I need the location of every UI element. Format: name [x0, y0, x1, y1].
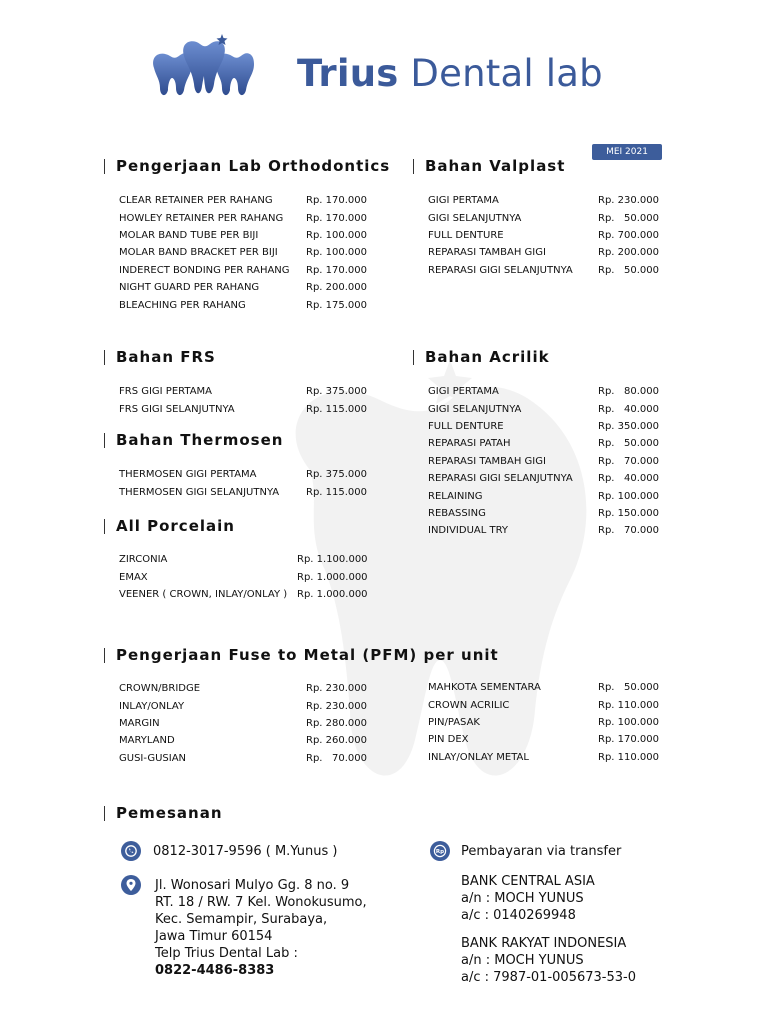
- section-title-frs: Bahan FRS: [104, 350, 216, 365]
- item-name: MOLAR BAND TUBE PER BIJI: [119, 229, 259, 241]
- item-price: Rp. 200.000: [306, 282, 368, 294]
- price-row: [119, 466, 369, 483]
- item-name: PIN DEX: [428, 734, 469, 746]
- item-name: MOLAR BAND BRACKET PER BIJI: [119, 247, 278, 259]
- price-row: [428, 696, 658, 713]
- item-name: THERMOSEN GIGI PERTAMA: [119, 469, 257, 481]
- price-row: [119, 296, 369, 313]
- item-price: Rp. 200.000: [598, 247, 660, 259]
- price-row: [119, 244, 369, 261]
- item-price: Rp. 100.000: [598, 490, 660, 502]
- price-row: [119, 586, 369, 603]
- price-row: [428, 209, 658, 226]
- item-name: HOWLEY RETAINER PER RAHANG: [119, 212, 284, 224]
- price-row: [119, 383, 369, 400]
- item-price: Rp. 50.000: [598, 264, 660, 276]
- item-name: REPARASI GIGI SELANJUTNYA: [428, 264, 573, 276]
- price-row: [119, 697, 369, 714]
- price-row: [428, 192, 658, 209]
- item-name: MARYLAND: [119, 735, 175, 747]
- price-row: [119, 192, 369, 209]
- item-name: EMAX: [119, 571, 148, 583]
- brand-title-bold: Trius: [297, 52, 399, 95]
- item-price: Rp. 50.000: [598, 682, 660, 694]
- item-name: MARGIN: [119, 717, 160, 729]
- section-title-orthodontics: Pengerjaan Lab Orthodontics: [104, 159, 390, 174]
- section-title-valplast: Bahan Valplast: [413, 159, 565, 174]
- item-price: Rp. 375.000: [306, 386, 368, 398]
- bank-bca-block: [461, 873, 595, 924]
- item-price: Rp. 40.000: [598, 403, 660, 415]
- item-price: Rp. 40.000: [598, 473, 660, 485]
- bank-bri-line: a/c : 7987-01-005673-53-0: [461, 970, 636, 985]
- price-row: [119, 209, 369, 226]
- bank-bca-line: BANK CENTRAL ASIA: [461, 874, 595, 889]
- item-price: Rp. 230.000: [598, 195, 660, 207]
- item-name: REBASSING: [428, 507, 486, 519]
- item-price: Rp. 700.000: [598, 229, 660, 241]
- item-price: Rp. 280.000: [306, 717, 368, 729]
- bank-bri-block: [461, 935, 636, 986]
- orthodontics-price-list: [119, 192, 369, 314]
- valplast-price-list: [428, 192, 658, 279]
- price-row: [428, 731, 658, 748]
- address-line: RT. 18 / RW. 7 Kel. Wonokusumo,: [155, 895, 367, 910]
- price-row: [428, 714, 658, 731]
- item-price: Rp. 110.000: [598, 699, 660, 711]
- price-row: [119, 680, 369, 697]
- frs-price-list: [119, 383, 369, 418]
- item-price: Rp. 115.000: [306, 403, 368, 415]
- price-row: [428, 522, 658, 539]
- item-price: Rp. 375.000: [306, 469, 368, 481]
- item-price: Rp. 230.000: [306, 700, 368, 712]
- whatsapp-icon: [121, 841, 141, 861]
- bank-bri-line: BANK RAKYAT INDONESIA: [461, 936, 627, 951]
- item-name: GUSI-GUSIAN: [119, 752, 187, 764]
- item-price: Rp. 1.000.000: [297, 571, 368, 583]
- rupiah-icon-text: Rp: [435, 849, 445, 856]
- price-row: [428, 453, 658, 470]
- item-price: Rp. 80.000: [598, 386, 660, 398]
- section-title-pemesanan: Pemesanan: [104, 806, 223, 821]
- price-row: [428, 383, 658, 400]
- price-row: [119, 732, 369, 749]
- item-price: Rp. 70.000: [306, 752, 368, 764]
- porcelain-price-list: [119, 551, 369, 603]
- price-row: [428, 418, 658, 435]
- item-price: Rp. 100.000: [306, 229, 368, 241]
- thermosen-price-list: [119, 466, 369, 501]
- item-name: INLAY/ONLAY: [119, 700, 185, 712]
- price-row: [119, 262, 369, 279]
- address-line: Kec. Semampir, Surabaya,: [155, 912, 328, 927]
- item-price: Rp. 50.000: [598, 212, 660, 224]
- price-row: [119, 750, 369, 767]
- section-title-acrilik: Bahan Acrilik: [413, 350, 550, 365]
- item-name: FRS GIGI SELANJUTNYA: [119, 403, 235, 415]
- item-name: RELAINING: [428, 490, 483, 502]
- item-name: ZIRCONIA: [119, 554, 168, 566]
- price-row: [428, 487, 658, 504]
- price-row: [428, 749, 658, 766]
- item-name: REPARASI GIGI SELANJUTNYA: [428, 473, 573, 485]
- item-price: Rp. 70.000: [598, 525, 660, 537]
- item-price: Rp. 100.000: [598, 716, 660, 728]
- price-row: [119, 279, 369, 296]
- item-price: Rp. 150.000: [598, 507, 660, 519]
- item-name: INLAY/ONLAY METAL: [428, 751, 529, 763]
- item-name: MAHKOTA SEMENTARA: [428, 682, 541, 694]
- location-pin-icon: [121, 875, 141, 895]
- price-row: [428, 400, 658, 417]
- price-row: [428, 470, 658, 487]
- price-row: [428, 244, 658, 261]
- item-price: Rp. 70.000: [598, 455, 660, 467]
- item-price: Rp. 170.000: [306, 195, 368, 207]
- pfm-left-price-list: [119, 680, 369, 767]
- item-price: Rp. 1.000.000: [297, 588, 368, 600]
- pfm-right-price-list: [428, 679, 658, 766]
- item-name: REPARASI TAMBAH GIGI: [428, 247, 546, 259]
- item-price: Rp. 1.100.000: [297, 554, 368, 566]
- item-price: Rp. 170.000: [306, 212, 368, 224]
- item-name: NIGHT GUARD PER RAHANG: [119, 282, 260, 294]
- lab-phone-number: 0822-4486-8383: [155, 963, 275, 978]
- phone-number: 0812-3017-9596 ( M.Yunus ): [153, 844, 338, 859]
- item-price: Rp. 110.000: [598, 751, 660, 763]
- payment-title: Pembayaran via transfer: [461, 844, 622, 859]
- item-price: Rp. 230.000: [306, 683, 368, 695]
- item-name: INDIVIDUAL TRY: [428, 525, 509, 537]
- item-name: FRS GIGI PERTAMA: [119, 386, 213, 398]
- item-price: Rp. 170.000: [598, 734, 660, 746]
- price-row: [428, 227, 658, 244]
- item-name: FULL DENTURE: [428, 229, 504, 241]
- item-name: GIGI SELANJUTNYA: [428, 212, 522, 224]
- section-title-porcelain: All Porcelain: [104, 519, 235, 534]
- item-name: INDERECT BONDING PER RAHANG: [119, 264, 290, 276]
- address-block: [155, 877, 367, 979]
- item-price: Rp. 350.000: [598, 420, 660, 432]
- item-price: Rp. 170.000: [306, 264, 368, 276]
- bank-bca-line: a/n : MOCH YUNUS: [461, 891, 584, 906]
- date-badge: MEI 2021: [592, 144, 662, 160]
- price-row: [428, 435, 658, 452]
- item-name: CROWN ACRILIC: [428, 699, 510, 711]
- price-row: [119, 227, 369, 244]
- item-name: CROWN/BRIDGE: [119, 683, 201, 695]
- item-name: PIN/PASAK: [428, 716, 480, 728]
- price-row: [119, 715, 369, 732]
- rupiah-icon: [430, 841, 450, 861]
- price-row: [119, 551, 369, 568]
- item-price: Rp. 50.000: [598, 438, 660, 450]
- item-name: REPARASI PATAH: [428, 438, 511, 450]
- price-row: [119, 400, 369, 417]
- item-name: CLEAR RETAINER PER RAHANG: [119, 195, 273, 207]
- item-name: GIGI SELANJUTNYA: [428, 403, 522, 415]
- address-line: Telp Trius Dental Lab :: [155, 946, 298, 961]
- item-name: VEENER ( CROWN, INLAY/ONLAY ): [119, 588, 288, 600]
- price-row: [428, 505, 658, 522]
- bank-bri-line: a/n : MOCH YUNUS: [461, 953, 584, 968]
- section-title-pfm: Pengerjaan Fuse to Metal (PFM) per unit: [104, 648, 499, 663]
- address-line: Jawa Timur 60154: [155, 929, 273, 944]
- price-row: [428, 262, 658, 279]
- item-name: REPARASI TAMBAH GIGI: [428, 455, 546, 467]
- item-name: THERMOSEN GIGI SELANJUTNYA: [119, 486, 280, 498]
- acrilik-price-list: [428, 383, 658, 540]
- item-price: Rp. 175.000: [306, 299, 368, 311]
- price-row: [428, 679, 658, 696]
- item-name: GIGI PERTAMA: [428, 195, 499, 207]
- item-price: Rp. 100.000: [306, 247, 368, 259]
- item-price: Rp. 115.000: [306, 486, 368, 498]
- brand-title-regular: Dental lab: [398, 52, 603, 95]
- section-title-thermosen: Bahan Thermosen: [104, 433, 283, 448]
- price-row: [119, 483, 369, 500]
- item-name: FULL DENTURE: [428, 420, 504, 432]
- price-row: [119, 568, 369, 585]
- item-price: Rp. 260.000: [306, 735, 368, 747]
- item-name: BLEACHING PER RAHANG: [119, 299, 246, 311]
- bank-bca-line: a/c : 0140269948: [461, 908, 576, 923]
- tooth-logo-icon: [150, 34, 258, 102]
- item-name: GIGI PERTAMA: [428, 386, 499, 398]
- address-line: Jl. Wonosari Mulyo Gg. 8 no. 9: [155, 878, 350, 893]
- brand-title: [297, 52, 603, 95]
